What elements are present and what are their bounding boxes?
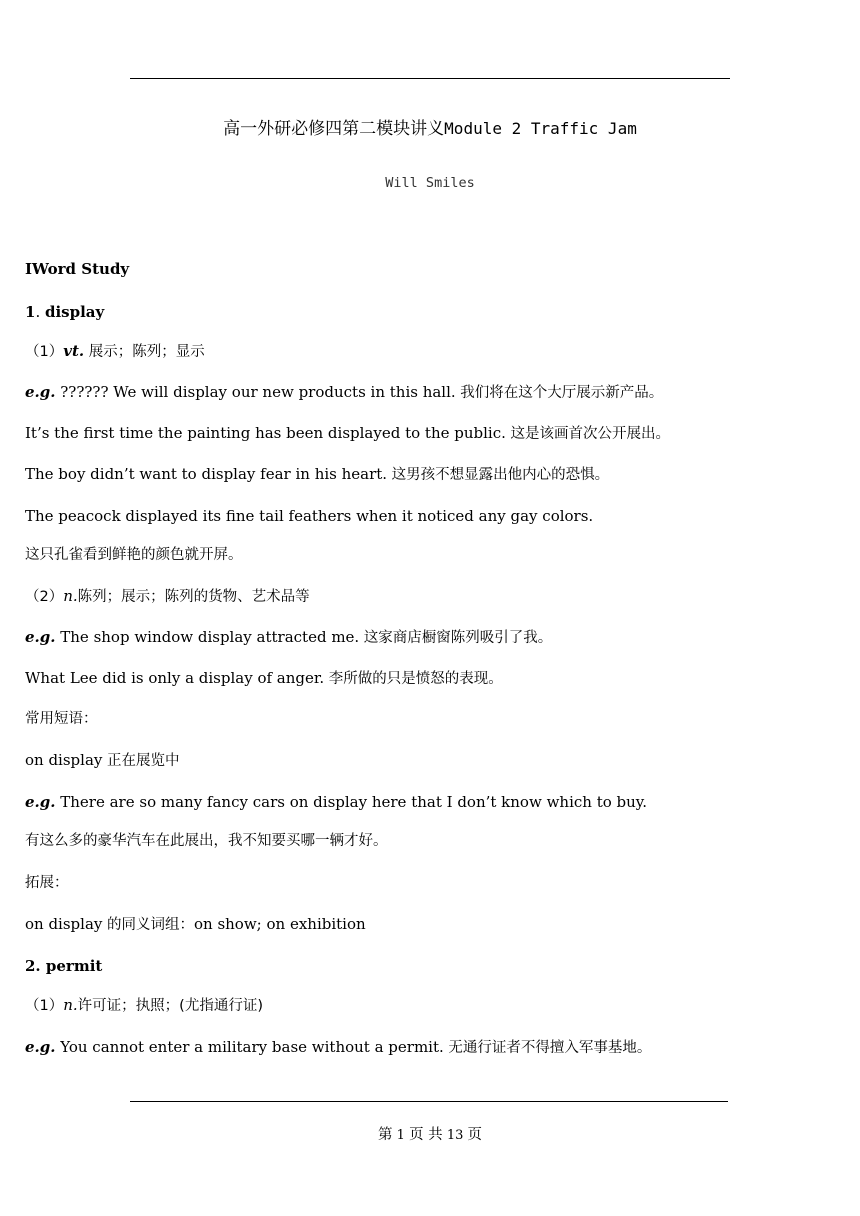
eg-label: e.g. xyxy=(25,383,56,401)
common-phrases-label: 常用短语： xyxy=(25,711,98,727)
word-2-term: permit xyxy=(40,957,103,975)
example-english: The shop window display attracted me. xyxy=(55,628,360,646)
example-chinese: 这家商店橱窗陈列吸引了我。 xyxy=(359,630,553,646)
footer-rule xyxy=(130,1101,728,1102)
word-2-heading xyxy=(25,956,102,976)
phrase-chinese: 正在展览中 xyxy=(102,753,180,769)
phrase-english: on display xyxy=(25,751,103,769)
part-of-speech: vt. xyxy=(63,342,85,360)
section-numeral: Ⅰ xyxy=(25,260,33,278)
synonym-label: 的同义词组： xyxy=(102,917,194,933)
example-7-chinese: 有这么多的豪华汽车在此展出，我不知要买哪一辆才好。 xyxy=(25,833,388,849)
example-english: ?????? We will display our new products in this hall. xyxy=(55,383,456,401)
example-chinese: 这是该画首次公开展出。 xyxy=(505,426,670,442)
eg-label: e.g. xyxy=(25,793,56,811)
example-4-english: The peacock displayed its fine tail feathers when it noticed any gay colors. xyxy=(25,507,594,525)
sense-marker: （1） xyxy=(25,998,64,1014)
sense-note: (尤指通行证) xyxy=(179,998,263,1014)
example-4-chinese: 这只孔雀看到鲜艳的颜色就开屏。 xyxy=(25,547,243,563)
example-english: The boy didn’t want to display fear in his heart. xyxy=(25,465,388,483)
sense-marker: （1） xyxy=(25,344,64,360)
word-1-sense-2 xyxy=(25,586,310,607)
part-of-speech: n. xyxy=(63,996,78,1014)
page-total: 13 xyxy=(446,1128,464,1143)
synonym-phrase: on display xyxy=(25,915,103,933)
page-number: 1 xyxy=(396,1128,405,1143)
section-heading xyxy=(25,259,129,279)
synonym-line xyxy=(25,914,366,935)
page-label-mid: 页 共 xyxy=(409,1127,443,1143)
eg-label: e.g. xyxy=(25,1038,56,1056)
word-1-separator: . xyxy=(35,303,45,321)
sense-definition: 许可证；执照； xyxy=(77,998,180,1014)
title-chinese: 高一外研必修四第二模块讲义 xyxy=(223,119,445,139)
sense-definition: 陈列；展示；陈列的货物、艺术品等 xyxy=(77,589,310,605)
document-author: Will Smiles xyxy=(385,175,475,191)
word-2-sense-1 xyxy=(25,995,263,1016)
example-english: It’s the first time the painting has been displayed to the public. xyxy=(25,424,506,442)
synonym-list: on show; on exhibition xyxy=(193,915,366,933)
word-1-heading xyxy=(25,302,104,322)
word-2-number: 2. xyxy=(25,957,41,975)
example-2 xyxy=(25,423,670,444)
example-chinese: 李所做的只是愤怒的表现。 xyxy=(324,671,503,687)
sense-definition: 展示；陈列；显示 xyxy=(84,344,205,360)
example-chinese: 这男孩不想显露出他内心的恐惧。 xyxy=(387,467,610,483)
eg-label: e.g. xyxy=(25,628,56,646)
page-footer xyxy=(0,1126,860,1145)
title-english: Module 2 Traffic Jam xyxy=(444,119,637,138)
extension-label: 拓展： xyxy=(25,875,69,891)
example-3 xyxy=(25,464,609,485)
page-label-post: 页 xyxy=(467,1127,482,1143)
example-chinese: 无通行证者不得擅入军事基地。 xyxy=(443,1040,652,1056)
word-1-sense-1 xyxy=(25,341,205,362)
page-label-pre: 第 xyxy=(378,1127,393,1143)
example-7-english xyxy=(25,792,647,812)
example-chinese: 我们将在这个大厅展示新产品。 xyxy=(455,385,664,401)
example-english: There are so many fancy cars on display here that I don’t know which to buy. xyxy=(55,793,648,811)
word-1-number: 1 xyxy=(25,303,36,321)
section-title: Word Study xyxy=(32,260,130,278)
word-1-term: display xyxy=(44,303,105,321)
part-of-speech: n. xyxy=(63,587,78,605)
example-english: What Lee did is only a display of anger. xyxy=(25,669,325,687)
header-rule xyxy=(130,78,730,79)
example-1 xyxy=(25,382,663,403)
example-english: You cannot enter a military base without a permit. xyxy=(55,1038,444,1056)
example-5 xyxy=(25,627,552,648)
phrase-1 xyxy=(25,750,179,771)
document-title xyxy=(0,118,860,140)
example-6 xyxy=(25,668,503,689)
sense-marker: （2） xyxy=(25,589,64,605)
word-2-example-1 xyxy=(25,1037,651,1058)
